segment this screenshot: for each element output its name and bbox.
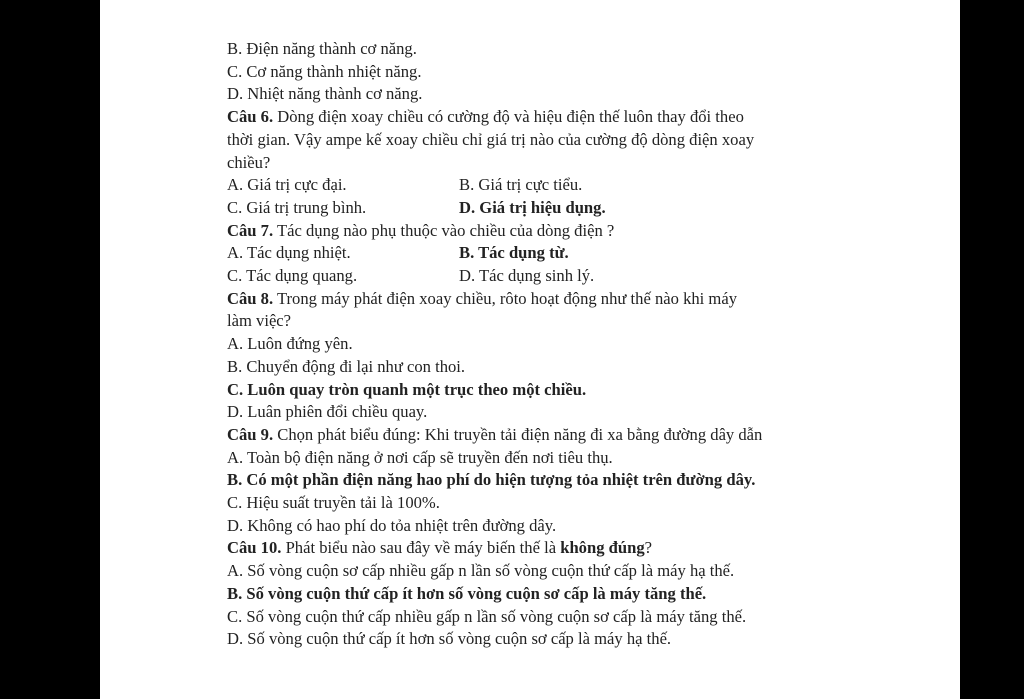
question-10-option-a: A. Số vòng cuộn sơ cấp nhiều gấp n lần số vòng cuộn thứ cấp là máy hạ thế. <box>227 561 735 581</box>
question-7-options-row-2 <box>227 265 927 288</box>
question-9-option-b: B. Có một phần điện năng hao phí do hiện tượng tỏa nhiệt trên đường dây. <box>227 470 756 490</box>
question-10 <box>227 537 927 560</box>
question-9-option-a: A. Toàn bộ điện năng ở nơi cấp sẽ truyền đến nơi tiêu thụ. <box>227 447 613 467</box>
question-7-label: Câu 7. <box>227 220 274 240</box>
question-8-option-b: B. Chuyển động đi lại như con thoi. <box>227 356 466 376</box>
question-6-label: Câu 6. <box>227 107 274 127</box>
question-7-option-a: A. Tác dụng nhiệt. <box>227 243 351 263</box>
question-8-option-d: D. Luân phiên đổi chiều quay. <box>227 402 428 422</box>
question-10-text: Phát biểu nào sau đây về máy biến thế là <box>285 538 557 558</box>
question-6-text-3: chiều? <box>227 152 271 172</box>
question-6-option-b: B. Giá trị cực tiểu. <box>459 175 583 195</box>
question-7-option-b: B. Tác dụng từ. <box>459 243 569 263</box>
question-6-option-a: A. Giá trị cực đại. <box>227 175 347 195</box>
document-page <box>100 0 960 699</box>
question-8-label: Câu 8. <box>227 288 274 308</box>
question-8-text-1: Trong máy phát điện xoay chiều, rôto hoạt động như thế nào khi máy <box>276 288 737 308</box>
question-6-options-row-1 <box>227 174 927 197</box>
option-b-prev: B. Điện năng thành cơ năng. <box>227 39 417 58</box>
question-6-options-row-2 <box>227 197 927 220</box>
question-8-text-2: làm việc? <box>227 311 292 331</box>
question-6-option-d: D. Giá trị hiệu dụng. <box>459 197 606 217</box>
question-7-text: Tác dụng nào phụ thuộc vào chiều của dòng điện ? <box>276 220 615 240</box>
question-8-option-c: C. Luôn quay tròn quanh một trục theo một chiều. <box>227 379 587 399</box>
question-10-text-end: ? <box>644 538 653 558</box>
option-d-prev: D. Nhiệt năng thành cơ năng. <box>227 84 423 104</box>
question-6 <box>227 106 927 129</box>
question-7 <box>227 220 927 243</box>
question-9-option-d: D. Không có hao phí do tỏa nhiệt trên đường dây. <box>227 515 557 535</box>
question-8 <box>227 288 927 311</box>
question-7-option-c: C. Tác dụng quang. <box>227 266 358 286</box>
question-10-option-c: C. Số vòng cuộn thứ cấp nhiều gấp n lần số vòng cuộn sơ cấp là máy tăng thế. <box>227 606 747 626</box>
question-8-option-a: A. Luôn đứng yên. <box>227 334 353 354</box>
question-10-label: Câu 10. <box>227 538 282 558</box>
question-9-text: Chọn phát biểu đúng: Khi truyền tải điện năng đi xa bằng đường dây dẫn <box>277 424 763 444</box>
question-7-option-d: D. Tác dụng sinh lý. <box>459 266 595 286</box>
question-7-options-row-1 <box>227 242 927 265</box>
question-9-option-c: C. Hiệu suất truyền tải là 100%. <box>227 493 440 513</box>
question-9 <box>227 424 927 447</box>
question-9-label: Câu 9. <box>227 424 274 444</box>
question-10-option-b: B. Số vòng cuộn thứ cấp ít hơn số vòng cuộn sơ cấp là máy tăng thế. <box>227 583 707 603</box>
question-6-text-2: thời gian. Vậy ampe kế xoay chiều chỉ giá trị nào của cường độ dòng điện xoay <box>227 129 755 149</box>
question-6-option-c: C. Giá trị trung bình. <box>227 197 367 217</box>
question-10-option-d: D. Số vòng cuộn thứ cấp ít hơn số vòng cuộn sơ cấp là máy hạ thế. <box>227 629 672 649</box>
document-content <box>227 38 927 651</box>
question-6-text-1: Dòng điện xoay chiều có cường độ và hiệu điện thế luôn thay đổi theo <box>277 107 744 127</box>
option-c-prev: C. Cơ năng thành nhiệt năng. <box>227 61 422 81</box>
question-10-text-bold: không đúng <box>560 538 645 558</box>
